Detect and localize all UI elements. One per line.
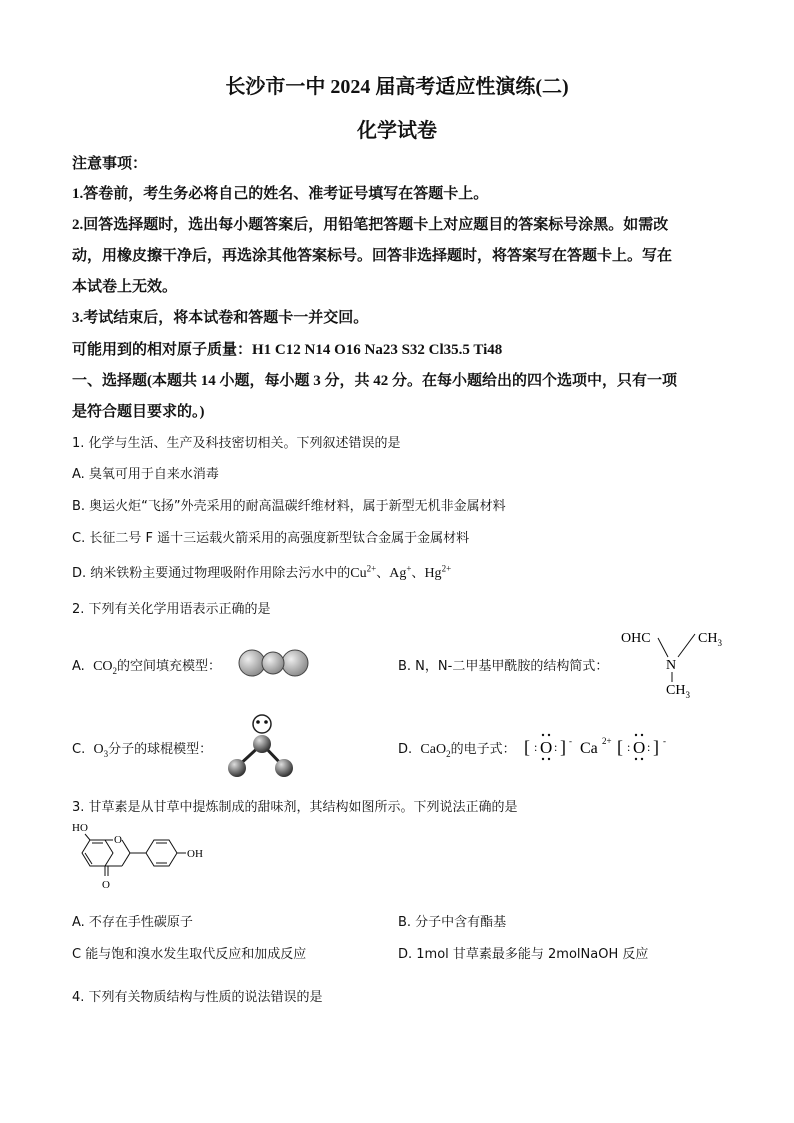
notice-item-3: 3.考试结束后，将本试卷和答题卡一并交回。 [72, 310, 369, 326]
notice-item-2-line2: 动，用橡皮擦干净后，再选涂其他答案标号。回答非选择题时，将答案写在答题卡上。写在 [72, 248, 673, 264]
svg-text:O: O [633, 738, 646, 757]
q2-option-c: C. $O_3$分子的球棍模型： [72, 742, 213, 759]
svg-text:Ca: Ca [580, 740, 598, 757]
q3-option-a: A. 不存在手性碳原子 [72, 915, 193, 930]
svg-text:HO: HO [72, 822, 88, 834]
notice-heading: 注意事项： [72, 156, 148, 172]
co2-space-filling-model [236, 648, 314, 680]
q3-option-b: B. 分子中含有酯基 [398, 915, 507, 930]
svg-text:CH3: $CH_3$ [666, 683, 690, 700]
notice-item-2-line1: 2.回答选择题时，选出每小题答案后，用铅笔把答题卡上对应题目的答案标号涂黑。如需改 [72, 217, 669, 233]
svg-text:OHC: OHC [621, 631, 651, 646]
svg-text::: : [554, 740, 558, 754]
svg-text:O: O [114, 834, 122, 846]
q3-option-d: D. 1mol 甘草素最多能与 2molNaOH 反应 [398, 947, 649, 962]
q1-option-a: A. 臭氧可用于自来水消毒 [72, 467, 219, 482]
svg-text:OH: OH [187, 848, 203, 860]
cao2-electron-formula [524, 730, 680, 762]
q3-stem: 3. 甘草素是从甘草中提炼制成的甜味剂，其结构如图所示。下列说法正确的是 [72, 800, 518, 815]
svg-text:]: ] [560, 737, 566, 757]
svg-text:O: O [540, 738, 553, 757]
svg-text::: : [534, 740, 538, 754]
svg-text:[: [ [524, 737, 530, 757]
ion-cu: $Cu^{2+}$ [350, 563, 377, 581]
svg-text:CH3: $CH_3$ [698, 631, 722, 648]
svg-text:O: O [102, 879, 110, 891]
section-heading-line2: 是符合题目要求的。) [72, 404, 205, 420]
o3-ball-stick-model [222, 712, 298, 780]
exam-subtitle: 化学试卷 [357, 120, 437, 142]
svg-text:2+: 2+ [602, 736, 612, 746]
q3-option-c: C 能与饱和溴水发生取代反应和加成反应 [72, 947, 307, 962]
q2-option-b: B. N，N-二甲基甲酰胺的结构简式： [398, 659, 609, 674]
notice-item-1: 1.答卷前，考生务必将自己的姓名、准考证号填写在答题卡上。 [72, 186, 489, 202]
q1-option-d-text: D. 纳米铁粉主要通过物理吸附作用除去污水中的 [72, 566, 351, 581]
svg-text:[: [ [617, 737, 623, 757]
q2-option-a: A. $CO_2$的空间填充模型： [72, 659, 222, 676]
svg-text:-: - [663, 736, 666, 746]
svg-text:]: ] [653, 737, 659, 757]
q1-stem: 1. 化学与生活、生产及科技密切相关。下列叙述错误的是 [72, 436, 401, 451]
q4-stem: 4. 下列有关物质结构与性质的说法错误的是 [72, 990, 323, 1005]
q2-option-d: D. CaO$_2$的电子式： [398, 742, 516, 759]
svg-text::: : [627, 740, 631, 754]
svg-text:-: - [569, 736, 572, 746]
q1-option-b: B. 奥运火炬“飞扬”外壳采用的耐高温碳纤维材料，属于新型无机非金属材料 [72, 499, 506, 514]
exam-title: 长沙市一中 2024 届高考适应性演练(二) [225, 76, 569, 98]
ion-ag: Ag+ [389, 563, 412, 581]
q1-option-c: C. 长征二号 F 遥十三运载火箭采用的高强度新型钛合金属于金属材料 [72, 531, 470, 546]
atomic-masses: 可能用到的相对原子质量：H1 C12 N14 O16 Na23 S32 Cl35.5 Ti48 [72, 342, 503, 358]
svg-text::: : [647, 740, 651, 754]
liquiritigenin-structure [68, 818, 218, 896]
dmf-structure [618, 624, 728, 700]
notice-item-2-line3: 本试卷上无效。 [72, 279, 178, 295]
section-heading-line1: 一、选择题(本题共 14 小题，每小题 3 分，共 42 分。在每小题给出的四个选项中，只有一项 [72, 373, 677, 389]
ion-hg: $Hg^{2+}$ [424, 563, 452, 581]
q1-option-d: D. 纳米铁粉主要通过物理吸附作用除去污水中的$Cu^{2+}$、Ag+、$Hg^{2+}$ [72, 563, 452, 581]
q2-stem: 2. 下列有关化学用语表示正确的是 [72, 602, 271, 617]
svg-text:N: N [666, 658, 677, 673]
